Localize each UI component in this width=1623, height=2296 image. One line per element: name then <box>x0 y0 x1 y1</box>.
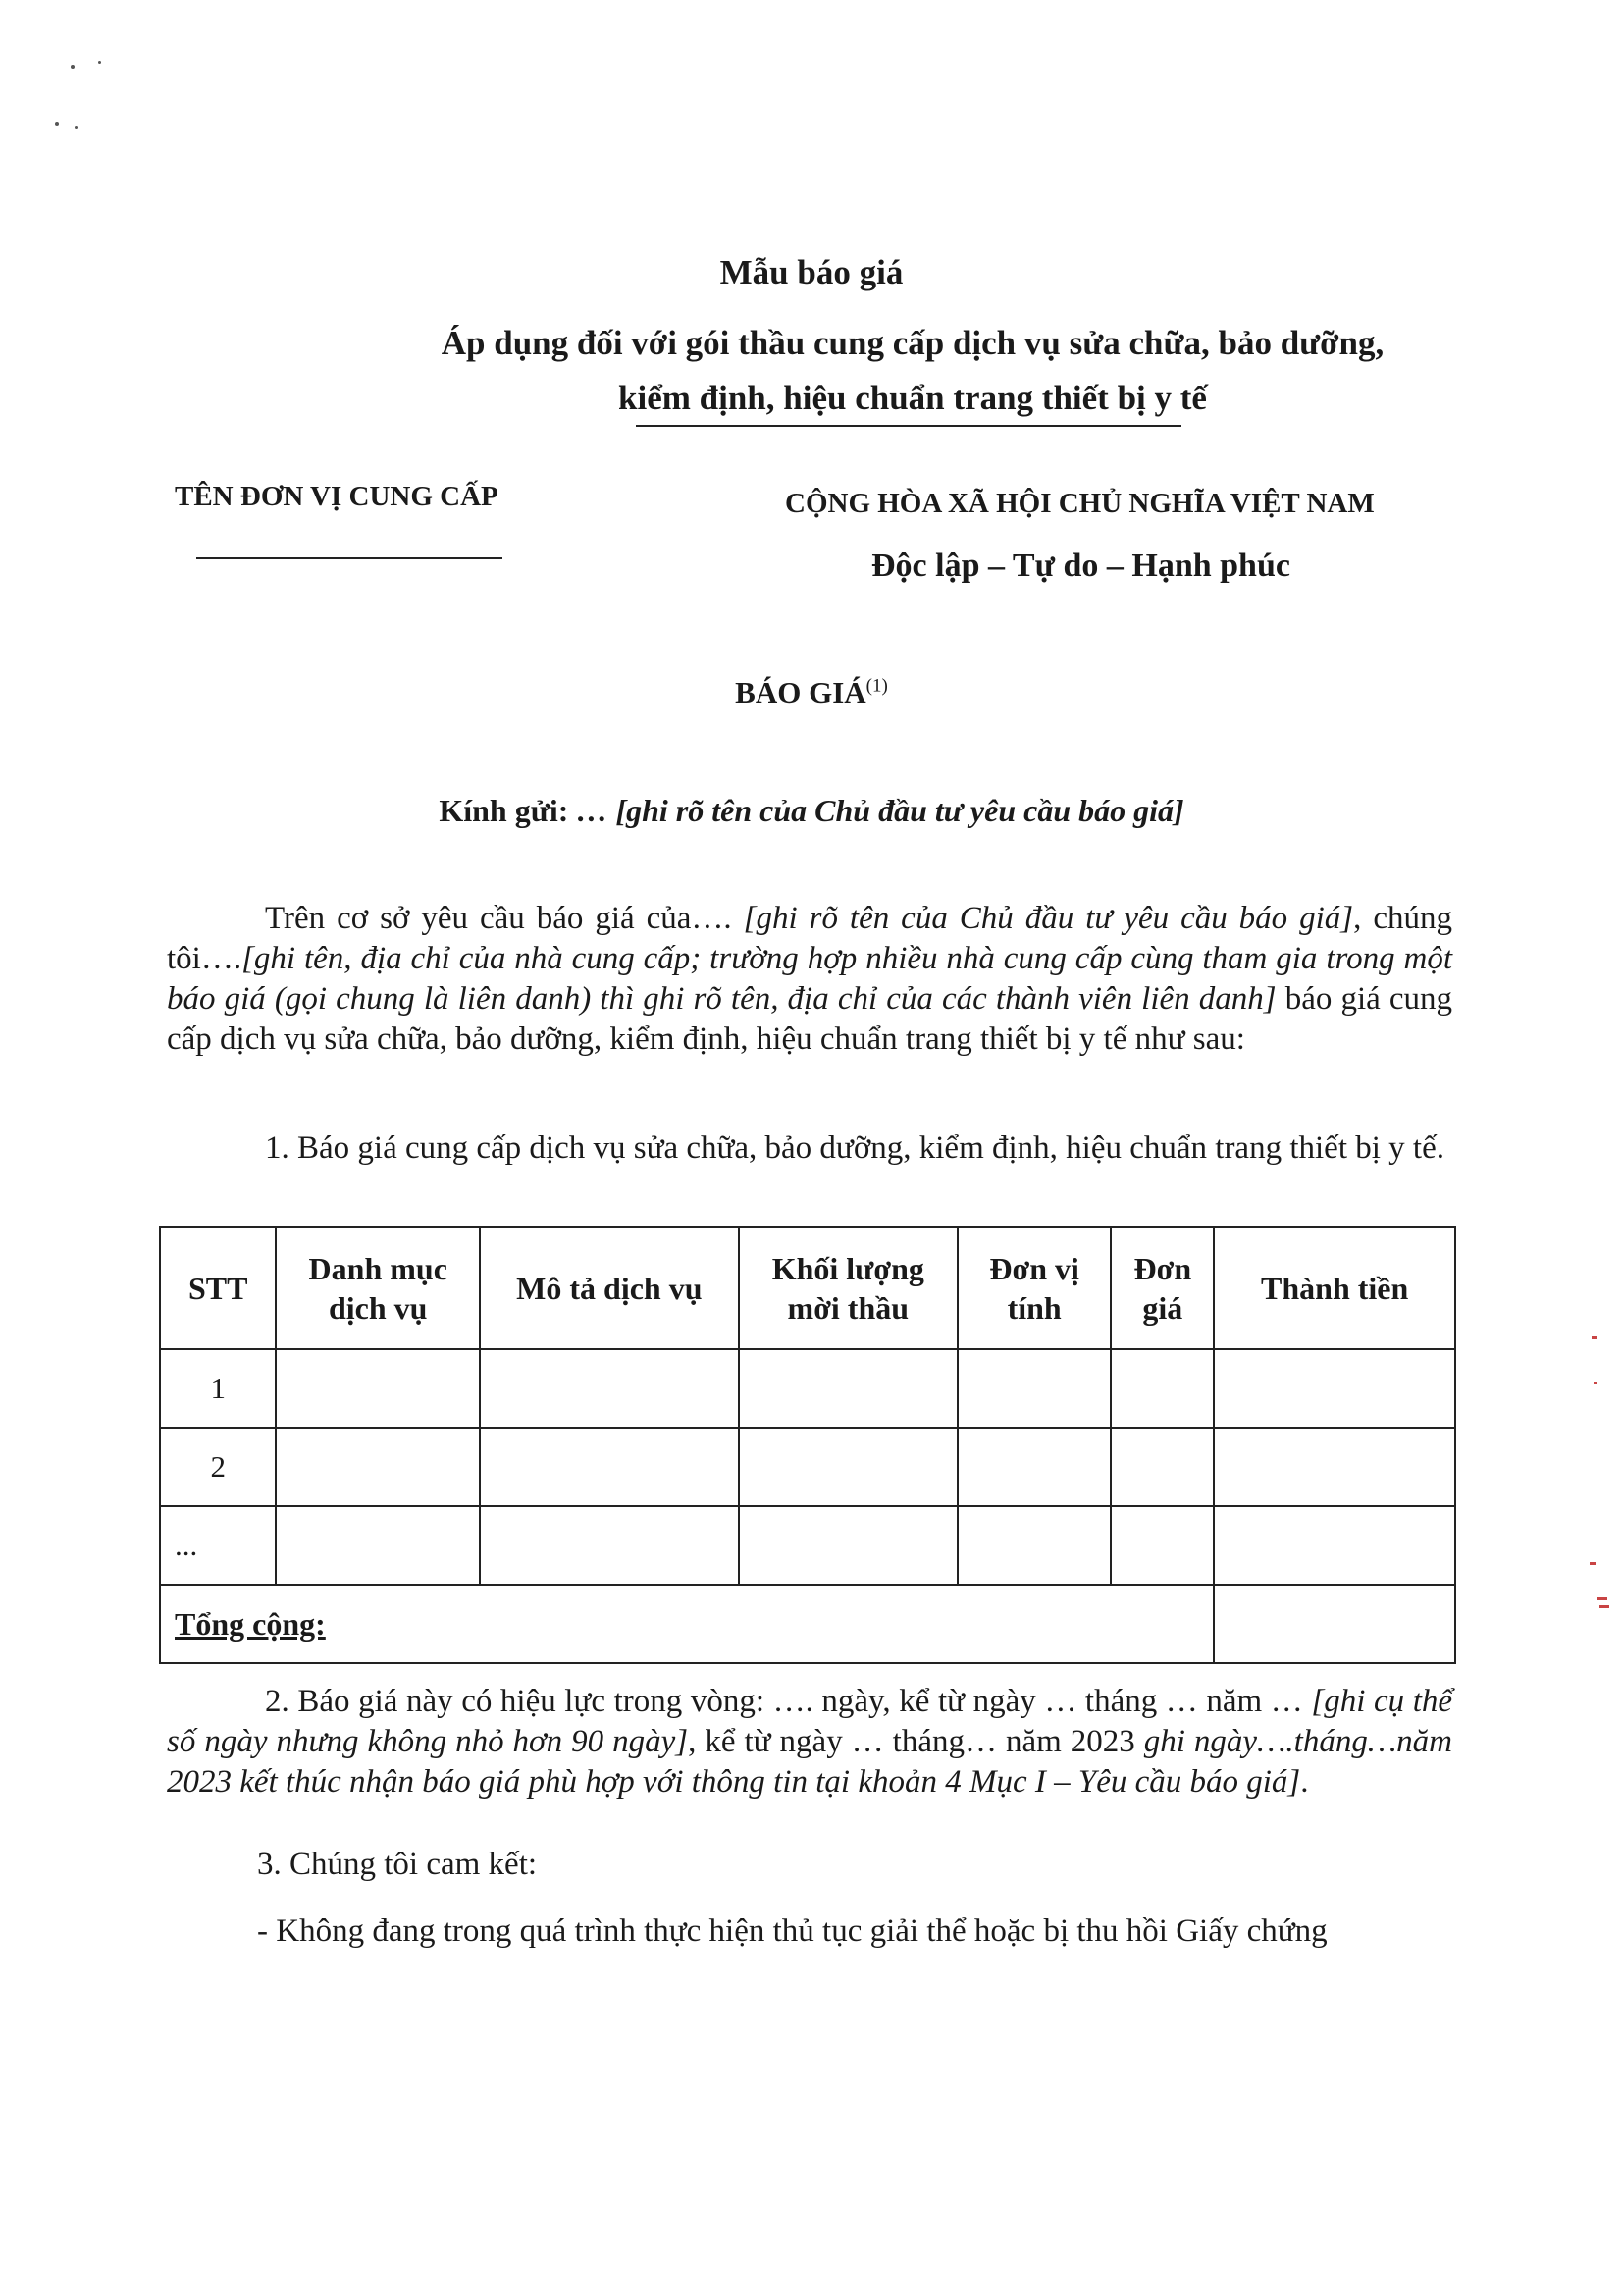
cell-empty <box>480 1428 739 1506</box>
item-2-paragraph <box>167 1682 1452 1802</box>
supplier-name-label: TÊN ĐƠN VỊ CUNG CẤP <box>175 481 498 512</box>
cell-empty <box>1111 1506 1214 1585</box>
cell-empty <box>1214 1506 1455 1585</box>
item-2-text: 2. Báo giá này có hiệu lực trong vòng: …. ngày, kể từ ngày … tháng … năm … <box>265 1684 1303 1719</box>
scan-speck <box>71 65 75 69</box>
item-2-placeholder-date: ghi ngày….tháng…năm 2023 kết thúc nhận báo giá phù hợp với thông tin tại khoản 4 Mục I – Yêu cầu báo giá] <box>167 1724 1453 1800</box>
col-header-amount: Thành tiền <box>1214 1227 1455 1349</box>
cell-empty <box>739 1428 958 1506</box>
cell-empty <box>958 1428 1111 1506</box>
table-total-row <box>160 1585 1455 1663</box>
intro-text: báo giá cung cấp dịch vụ sửa chữa, bảo dưỡng, kiểm định, hiệu chuẩn trang thiết bị y tế như sau: <box>167 981 1452 1057</box>
col-header-stt: STT <box>160 1227 276 1349</box>
item-2-text: , kể từ ngày … tháng… năm 2023 <box>688 1724 1144 1759</box>
table-header-row <box>160 1227 1455 1349</box>
item-2-placeholder-days: [ghi cụ thể số ngày nhưng không nhỏ hơn 90 ngày] <box>167 1684 1453 1759</box>
supplier-name-line <box>196 557 502 559</box>
scan-speck <box>55 122 59 126</box>
quote-heading-text: BÁO GIÁ <box>735 675 866 709</box>
cell-empty <box>739 1349 958 1428</box>
table-row <box>160 1428 1455 1506</box>
col-header-quantity: Khối lượng mời thầu <box>739 1227 958 1349</box>
intro-paragraph <box>167 899 1452 1060</box>
col-header-service-description: Mô tả dịch vụ <box>480 1227 739 1349</box>
cell-empty <box>276 1506 480 1585</box>
cell-empty <box>958 1349 1111 1428</box>
cell-stt: 1 <box>160 1349 276 1428</box>
recipient-line <box>0 793 1623 829</box>
total-amount-cell <box>1214 1585 1455 1663</box>
scan-speck <box>75 126 78 129</box>
intro-text: , chúng tôi…. <box>167 901 1453 976</box>
cell-empty <box>480 1349 739 1428</box>
table-row <box>160 1349 1455 1428</box>
intro-text: Trên cơ sở yêu cầu báo giá của…. <box>265 901 732 936</box>
document-subtitle <box>373 316 1452 426</box>
scan-mark <box>1597 1597 1607 1600</box>
cell-stt: ... <box>160 1506 276 1585</box>
intro-placeholder-investor: [ghi rõ tên của Chủ đầu tư yêu cầu báo giá] <box>743 901 1354 936</box>
subtitle-underline <box>636 425 1181 427</box>
intro-placeholder-supplier: [ghi tên, địa chỉ của nhà cung cấp; trường hợp nhiều nhà cung cấp cùng tham gia trong một báo giá (gọi chung là liên danh) thì ghi rõ tên, địa chỉ của các thành viên liên danh] <box>167 941 1452 1017</box>
col-header-unit: Đơn vị tính <box>958 1227 1111 1349</box>
scan-speck <box>98 61 101 64</box>
cell-empty <box>1214 1349 1455 1428</box>
cell-stt: 2 <box>160 1428 276 1506</box>
cell-empty <box>1111 1349 1214 1428</box>
quote-heading <box>0 675 1623 710</box>
recipient-label: Kính gửi: <box>439 793 569 828</box>
item-2-text: . <box>1300 1764 1309 1800</box>
cell-empty <box>739 1506 958 1585</box>
cell-empty <box>480 1506 739 1585</box>
scan-mark <box>1594 1382 1597 1384</box>
quote-table <box>159 1226 1456 1664</box>
total-label: Tổng cộng: <box>160 1585 1214 1663</box>
cell-empty <box>1214 1428 1455 1506</box>
commitment-1: - Không đang trong quá trình thực hiện thủ tục giải thể hoặc bị thu hồi Giấy chứng <box>257 1913 1328 1949</box>
national-motto: Độc lập – Tự do – Hạnh phúc <box>871 548 1290 584</box>
recipient-placeholder: … [ghi rõ tên của Chủ đầu tư yêu cầu báo giá] <box>576 793 1184 828</box>
item-3-paragraph: 3. Chúng tôi cam kết: <box>257 1847 538 1882</box>
cell-empty <box>276 1428 480 1506</box>
cell-empty <box>958 1506 1111 1585</box>
scan-mark <box>1590 1562 1596 1565</box>
scan-mark <box>1599 1605 1609 1608</box>
subtitle-line-1: Áp dụng đối với gói thầu cung cấp dịch vụ sửa chữa, bảo dưỡng, <box>441 324 1385 362</box>
col-header-unit-price: Đơn giá <box>1111 1227 1214 1349</box>
subtitle-line-2: kiểm định, hiệu chuẩn trang thiết bị y tế <box>618 379 1207 417</box>
col-header-service-category: Danh mục dịch vụ <box>276 1227 480 1349</box>
table-row <box>160 1506 1455 1585</box>
footnote-marker: (1) <box>865 675 888 697</box>
cell-empty <box>1111 1428 1214 1506</box>
document-title: Mẫu báo giá <box>719 253 904 291</box>
item-1-paragraph: 1. Báo giá cung cấp dịch vụ sửa chữa, bảo dưỡng, kiểm định, hiệu chuẩn trang thiết bị y tế. <box>265 1130 1444 1166</box>
scan-mark <box>1592 1336 1597 1339</box>
cell-empty <box>276 1349 480 1428</box>
republic-title: CỘNG HÒA XÃ HỘI CHỦ NGHĨA VIỆT NAM <box>785 488 1375 519</box>
